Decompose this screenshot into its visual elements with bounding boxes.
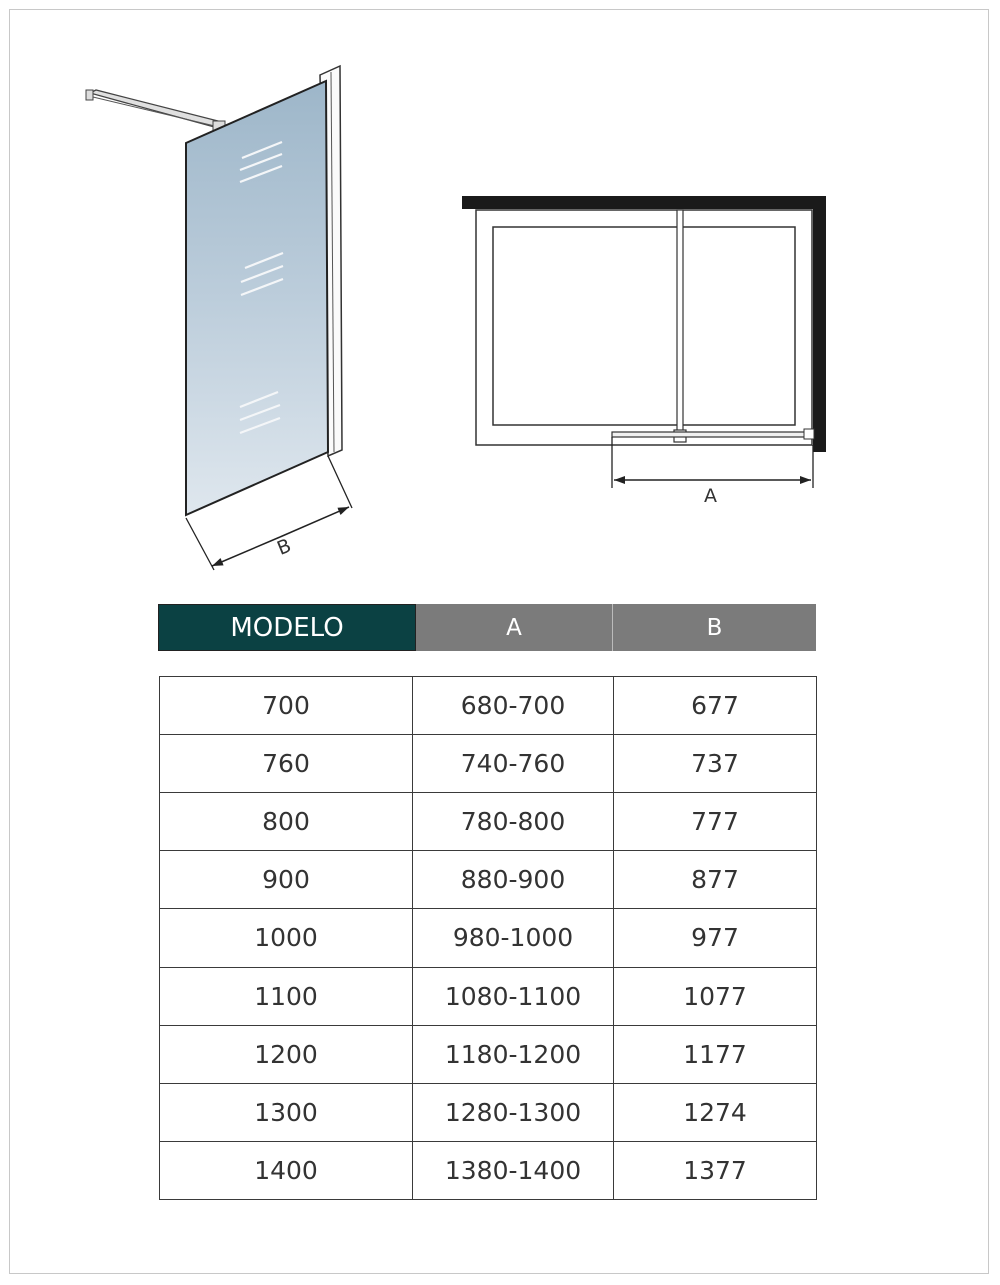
cell-a: 980-1000 (413, 909, 614, 967)
cell-b: 1077 (614, 967, 817, 1025)
plan-glass-panel (612, 432, 810, 437)
cell-a: 680-700 (413, 677, 614, 735)
header-a: A (416, 604, 613, 651)
cell-b: 877 (614, 851, 817, 909)
dim-b-label: B (274, 534, 295, 560)
cell-modelo: 1400 (160, 1141, 413, 1199)
cell-a: 880-900 (413, 851, 614, 909)
shower-tray-inner (493, 227, 795, 425)
cell-modelo: 1300 (160, 1083, 413, 1141)
shower-tray-outline (476, 210, 812, 445)
cell-b: 1177 (614, 1025, 817, 1083)
table-row (160, 735, 817, 793)
cell-a: 780-800 (413, 793, 614, 851)
glass-pane (186, 81, 328, 515)
side-wall (813, 196, 826, 452)
shower-diagram (0, 0, 1000, 600)
table-row (160, 1141, 817, 1199)
cell-b: 1274 (614, 1083, 817, 1141)
cell-b: 977 (614, 909, 817, 967)
cell-a: 740-760 (413, 735, 614, 793)
cell-b: 677 (614, 677, 817, 735)
cell-a: 1180-1200 (413, 1025, 614, 1083)
dimensions-table (159, 676, 817, 1200)
cell-b: 737 (614, 735, 817, 793)
support-bar-edge (93, 97, 219, 127)
glass-panel-perspective (86, 66, 352, 570)
dim-b-arrow-right (280, 507, 349, 537)
support-bar (90, 90, 222, 128)
table-row (160, 967, 817, 1025)
plan-view (462, 196, 826, 507)
wall-bracket (86, 90, 93, 100)
cell-modelo: 1100 (160, 967, 413, 1025)
dim-b-extension-right (328, 456, 352, 508)
plan-wall-profile (804, 429, 814, 439)
cell-a: 1080-1100 (413, 967, 614, 1025)
cell-modelo: 760 (160, 735, 413, 793)
dim-b-extension-left (186, 518, 214, 570)
header-modelo: MODELO (158, 604, 416, 651)
dim-b-arrow-left (212, 537, 280, 566)
dim-a-label: A (704, 485, 717, 507)
table-row (160, 851, 817, 909)
cell-modelo: 800 (160, 793, 413, 851)
cell-b: 1377 (614, 1141, 817, 1199)
cell-modelo: 900 (160, 851, 413, 909)
cell-a: 1280-1300 (413, 1083, 614, 1141)
header-b: B (613, 604, 816, 651)
plan-support-bar (677, 210, 683, 434)
table-row (160, 1083, 817, 1141)
table-row (160, 909, 817, 967)
cell-modelo: 700 (160, 677, 413, 735)
table-row (160, 793, 817, 851)
cell-modelo: 1000 (160, 909, 413, 967)
cell-a: 1380-1400 (413, 1141, 614, 1199)
table-row (160, 677, 817, 735)
back-wall (462, 196, 826, 209)
table-row (160, 1025, 817, 1083)
cell-b: 777 (614, 793, 817, 851)
cell-modelo: 1200 (160, 1025, 413, 1083)
